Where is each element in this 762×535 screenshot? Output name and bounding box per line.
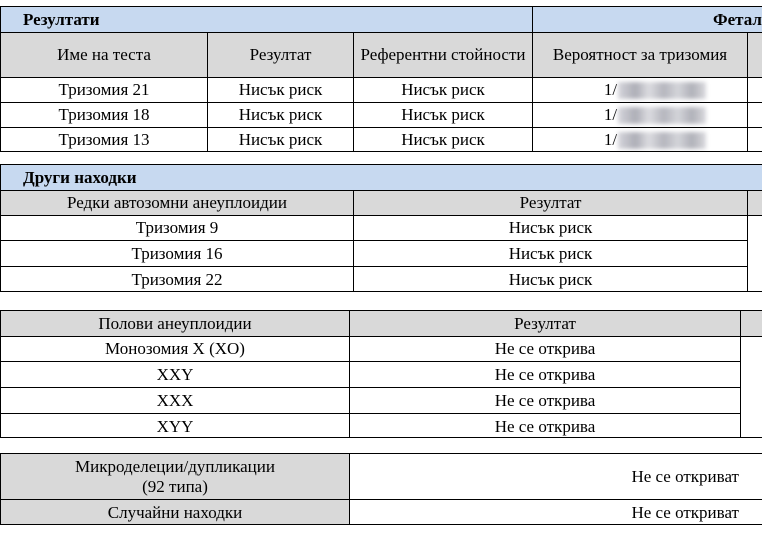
incidental-findings-result bbox=[349, 499, 762, 525]
header-result: Резултат bbox=[353, 190, 747, 215]
table-row-result: Не се открива bbox=[349, 387, 740, 413]
probability-prefix: 1/ bbox=[603, 105, 618, 125]
table-row-name: Тризомия 22 bbox=[1, 266, 353, 292]
table-row-result: Нисък риск bbox=[353, 215, 747, 240]
microdeletions-label bbox=[1, 454, 349, 499]
redacted-value bbox=[618, 107, 706, 124]
other-findings-table bbox=[0, 164, 762, 292]
table-row-name: XYY bbox=[1, 413, 349, 438]
results-table bbox=[0, 6, 762, 152]
table-row-test: Тризомия 21 bbox=[1, 77, 207, 102]
table-row-name: XXX bbox=[1, 387, 349, 413]
header-extra bbox=[747, 32, 762, 77]
redacted-value bbox=[618, 132, 706, 149]
incidental-findings-result-text: Не се откриват bbox=[631, 503, 739, 523]
extra-column bbox=[740, 336, 762, 438]
table-row-extra bbox=[747, 102, 762, 127]
table-row-name: Тризомия 9 bbox=[1, 215, 353, 240]
table-row-result: Нисък риск bbox=[207, 127, 353, 152]
fetal-title bbox=[532, 7, 762, 32]
header-probability: Вероятност за тризомия bbox=[532, 32, 747, 77]
table-row-probability bbox=[532, 77, 747, 102]
microdeletions-result-text: Не се откриват bbox=[631, 466, 739, 486]
header-result: Резултат bbox=[349, 311, 740, 336]
table-row-extra bbox=[747, 127, 762, 152]
header-autosomal: Редки автозомни анеуплоидии bbox=[1, 190, 353, 215]
probability-prefix: 1/ bbox=[603, 130, 618, 150]
microdeletions-label-line2: (92 типа) bbox=[142, 476, 208, 496]
table-row-reference: Нисък риск bbox=[353, 102, 532, 127]
table-row-result: Нисък риск bbox=[207, 102, 353, 127]
incidental-findings-label: Случайни находки bbox=[1, 499, 349, 525]
table-row-result: Нисък риск bbox=[353, 240, 747, 266]
sex-aneuploidies-table bbox=[0, 310, 762, 438]
table-row-probability bbox=[532, 127, 747, 152]
header-extra bbox=[740, 311, 762, 336]
microdeletions-table bbox=[0, 453, 762, 525]
header-reference: Референтни стойности bbox=[353, 32, 532, 77]
table-row-name: Монозомия X (XO) bbox=[1, 336, 349, 361]
microdeletions-label-line1: Микроделеции/дупликации bbox=[75, 456, 275, 476]
table-row-result: Не се открива bbox=[349, 361, 740, 387]
header-result: Резултат bbox=[207, 32, 353, 77]
probability-prefix: 1/ bbox=[603, 80, 618, 100]
table-row-result: Не се открива bbox=[349, 413, 740, 438]
fetal-title-text: Фетал bbox=[713, 9, 762, 29]
header-test-name: Име на теста bbox=[1, 32, 207, 77]
table-row-test: Тризомия 13 bbox=[1, 127, 207, 152]
table-row-name: XXY bbox=[1, 361, 349, 387]
header-sex-aneuploidies: Полови анеуплоидии bbox=[1, 311, 349, 336]
other-findings-title: Други находки bbox=[1, 165, 762, 190]
header-extra bbox=[747, 190, 762, 215]
microdeletions-result bbox=[349, 454, 762, 499]
redacted-value bbox=[618, 82, 706, 99]
table-row-name: Тризомия 16 bbox=[1, 240, 353, 266]
table-row-probability bbox=[532, 102, 747, 127]
extra-column bbox=[747, 215, 762, 292]
table-row-test: Тризомия 18 bbox=[1, 102, 207, 127]
table-row-reference: Нисък риск bbox=[353, 77, 532, 102]
table-row-result: Не се открива bbox=[349, 336, 740, 361]
table-row-reference: Нисък риск bbox=[353, 127, 532, 152]
table-row-result: Нисък риск bbox=[353, 266, 747, 292]
table-row-extra bbox=[747, 77, 762, 102]
table-row-result: Нисък риск bbox=[207, 77, 353, 102]
results-title: Резултати bbox=[1, 7, 532, 32]
